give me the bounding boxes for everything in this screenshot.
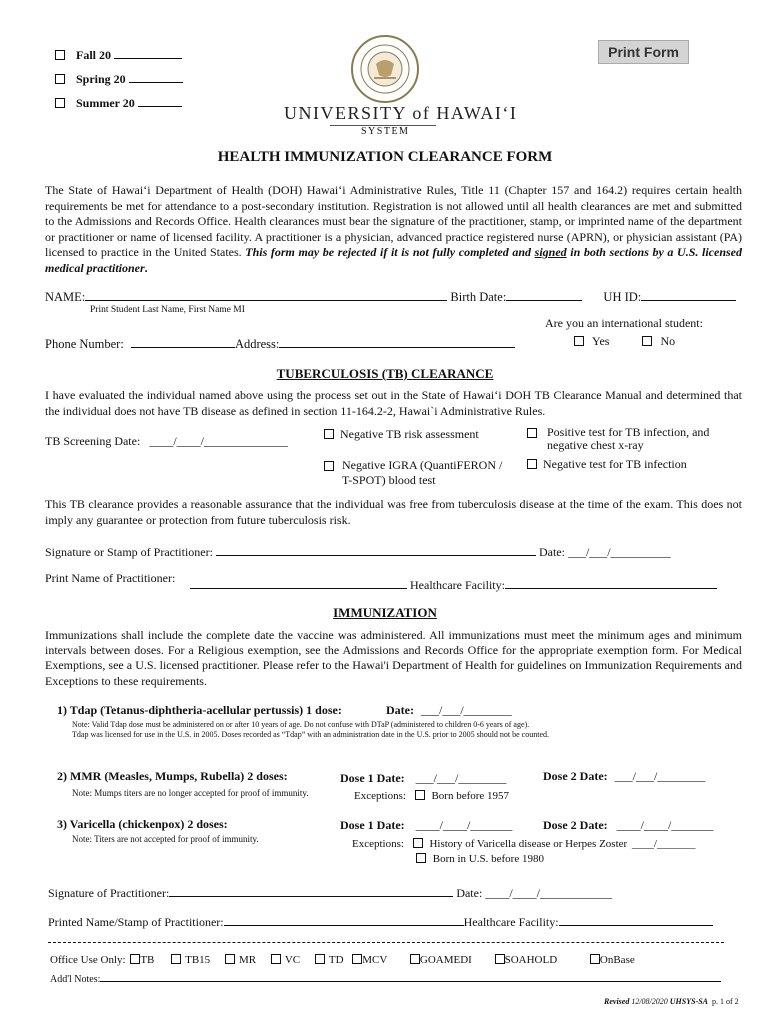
mmr-dose1-label: Dose 1 Date: [340, 771, 405, 785]
imm-print-label: Printed Name/Stamp of Practitioner: [48, 915, 224, 929]
tb-print-name-field[interactable] [190, 576, 407, 589]
mmr-dose1-row [340, 771, 506, 786]
mmr-dose2-label: Dose 2 Date: [543, 769, 608, 783]
international-question: Are you an international student: [545, 316, 703, 330]
term-label: Spring 20 [76, 72, 126, 86]
name-row [45, 288, 736, 305]
address-field[interactable] [279, 335, 515, 348]
tdap-note-1: Note: Valid Tdap dose must be administered on or after 10 years of age. Do not confuse with DTaP (administered to children 0-6 years of age). [72, 720, 530, 729]
born-1957-label: Born before 1957 [431, 790, 510, 802]
tdap-note-2: Tdap was licensed for use in the U.S. in 2005. Doses recorded as “Tdap” with an administration date in the U.S. prior to 2005 should not be counted. [72, 730, 550, 739]
exceptions-label: Exceptions: [352, 838, 404, 850]
var-dose1-label: Dose 1 Date: [340, 818, 405, 832]
warning-period: . [144, 260, 148, 275]
warning-text: This form may be rejected if it is not fully completed and [245, 245, 535, 259]
var-exceptions-row [352, 838, 695, 850]
imm-signature-row [48, 884, 612, 901]
term-fall [55, 46, 182, 63]
varicella-history-label: History of Varicella disease or Herpes Zoster [429, 838, 628, 850]
tb-signature-field[interactable] [216, 543, 536, 556]
varicella-label: 3) Varicella (chickenpox) 2 doses: [57, 817, 228, 831]
option-label: Negative IGRA (QuantiFERON / T-SPOT) blood test [342, 458, 503, 487]
born-1957-checkbox[interactable] [415, 790, 425, 800]
tb-option-positive-test [527, 426, 727, 452]
tb-facility-label: Healthcare Facility: [410, 578, 505, 592]
tb-facility-row [190, 576, 717, 593]
var-dose1-row [340, 818, 512, 833]
negative-risk-checkbox[interactable] [324, 429, 334, 439]
born-1980-row [416, 853, 544, 865]
notes-field[interactable] [100, 972, 721, 982]
imm-facility-label: Healthcare Facility: [463, 915, 559, 929]
var-dose2-row [543, 818, 713, 833]
term-spring [55, 70, 183, 87]
office-vc-checkbox[interactable] [271, 954, 281, 964]
intl-yes-checkbox[interactable] [574, 336, 584, 346]
tb-print-name-label: Print Name of Practitioner: [45, 571, 176, 585]
office-code: TB15 [185, 954, 211, 966]
tb-screening-date-field[interactable]: ____/____/______________ [149, 434, 288, 448]
option-label: Negative test for TB infection [543, 457, 687, 471]
international-options [574, 334, 675, 349]
tb-option-igra [324, 458, 514, 488]
university-seal-icon [350, 34, 420, 104]
tb-option-negative-test [527, 457, 687, 472]
uh-id-label: UH ID: [603, 290, 642, 304]
varicella-history-date-field[interactable]: ____/_______ [631, 838, 696, 850]
imm-print-row [48, 913, 713, 930]
intro-text: The State of Hawai‘i Department of Health (DOH) Hawai‘i Administrative Rules, Title 11 (Chapter 157 and 164.2) requires certain health requirements be met for attendance to a post-secondary institution. Registration is not allowed until all health clearances are met and submitted to the Admissions and Records Office. Health clearances must bear the signature of the practitioner, stamp, or imprinted name of the department or practitioner or name of licensed facility. A practitioner is a physician, advanced practice registered nurse (APRN), or physician assistant (PA) licensed to practice in the United States. [45, 183, 742, 259]
fall-year-field[interactable] [114, 46, 182, 59]
office-code: TB [140, 954, 155, 966]
office-code: MCV [362, 954, 388, 966]
term-label: Fall 20 [76, 48, 111, 62]
var-dose1-field[interactable]: ____/____/_______ [415, 818, 513, 832]
born-1980-label: Born in U.S. before 1980 [432, 853, 544, 865]
immunization-heading: IMMUNIZATION [333, 605, 437, 620]
mmr-dose2-field[interactable]: ___/___/________ [614, 769, 706, 783]
tb-facility-field[interactable] [505, 576, 717, 589]
summer-year-field[interactable] [138, 94, 182, 107]
yes-label: Yes [592, 334, 610, 348]
intl-no-checkbox[interactable] [642, 336, 652, 346]
warning-signed: signed [534, 245, 567, 259]
name-label: NAME: [45, 290, 86, 304]
notes-label: Add'l Notes: [50, 974, 101, 985]
varicella-history-checkbox[interactable] [413, 838, 423, 848]
tdap-date-label: Date: [386, 703, 414, 717]
form-code: UHSYS-SA [669, 997, 709, 1006]
immunization-intro: Immunizations shall include the complete date the vaccine was administered. All immunizations must meet the minimum ages and minimum intervals between doses. For a Religious exemption, see the Admissions and Records Office for the appropriate exemption form. For Medical Exemptions, see a U.S. licensed practitioner. Please refer to the Hawai'i Department of Health for guidelines on Immunization Requirements and Exceptions to these requirements. [45, 628, 742, 688]
spring-checkbox[interactable] [55, 74, 65, 84]
office-mr-checkbox[interactable] [225, 954, 235, 964]
tdap-date-row [386, 703, 512, 718]
office-code: MR [238, 954, 257, 966]
revised-date: 12/08/2020 [631, 997, 668, 1006]
office-soahold-checkbox[interactable] [495, 954, 505, 964]
notes-row [50, 972, 721, 985]
fall-checkbox[interactable] [55, 50, 65, 60]
var-dose2-label: Dose 2 Date: [543, 818, 608, 832]
phone-field[interactable] [131, 335, 235, 348]
uh-id-field[interactable] [641, 288, 736, 301]
tb-signature-row [45, 543, 671, 560]
office-divider [48, 942, 724, 943]
birth-date-field[interactable] [506, 288, 582, 301]
igra-checkbox[interactable] [324, 461, 334, 471]
tb-signature-label: Signature or Stamp of Practitioner: [45, 545, 213, 559]
office-code: GOAMEDI [419, 954, 472, 966]
print-form-button[interactable]: Print Form [598, 40, 689, 64]
tdap-date-field[interactable]: ___/___/________ [420, 703, 512, 717]
office-tb15-checkbox[interactable] [171, 954, 181, 964]
revised-label: Revised [604, 997, 630, 1006]
spring-year-field[interactable] [129, 70, 183, 83]
office-code: OnBase [599, 954, 635, 966]
imm-signature-label: Signature of Practitioner: [48, 886, 170, 900]
imm-print-field[interactable] [224, 913, 464, 926]
tdap-label: 1) Tdap (Tetanus-diphtheria-acellular pertussis) 1 dose: [57, 703, 342, 717]
mmr-dose2-row [543, 769, 705, 784]
positive-test-checkbox[interactable] [527, 428, 537, 438]
system-label: SYSTEM [361, 126, 410, 137]
tb-disclaimer: This TB clearance provides a reasonable assurance that the individual was free from tuberculosis disease at the time of the exam. This does not imply any guarantee or protection from future tuberculosis risk. [45, 497, 742, 527]
office-tb-checkbox[interactable] [130, 954, 140, 964]
no-label: No [660, 334, 676, 348]
tb-print-name-row [45, 571, 175, 586]
tb-date-label: Date: [538, 545, 565, 559]
summer-checkbox[interactable] [55, 98, 65, 108]
office-mcv-checkbox[interactable] [352, 954, 362, 964]
imm-signature-field[interactable] [169, 884, 453, 897]
imm-date-field[interactable]: ____/____/____________ [485, 886, 612, 900]
mmr-dose1-field[interactable]: ___/___/________ [415, 771, 507, 785]
imm-date-label: Date: [456, 886, 483, 900]
tb-option-negative-risk [324, 427, 479, 442]
option-label: Negative TB risk assessment [340, 427, 479, 441]
mmr-exceptions-row [354, 790, 509, 802]
tb-screening-label: TB Screening Date: [45, 434, 141, 448]
office-onbase-checkbox[interactable] [590, 954, 600, 964]
option-label: Positive test for TB infection, and negative chest x-ray [547, 425, 710, 452]
varicella-note: Note: Titers are not accepted for proof of immunity. [72, 834, 259, 844]
university-wordmark: UNIVERSITY of HAWAI‘I [284, 103, 518, 123]
tb-date-field[interactable]: ___/___/__________ [567, 545, 671, 559]
tb-heading: TUBERCULOSIS (TB) CLEARANCE [276, 366, 494, 381]
address-label: Address: [234, 337, 280, 351]
office-use-label: Office Use Only: [50, 954, 126, 966]
name-field[interactable] [85, 288, 447, 301]
footer-revision [604, 997, 739, 1006]
phone-row [45, 335, 515, 352]
imm-facility-field[interactable] [559, 913, 713, 926]
negative-test-checkbox[interactable] [527, 459, 537, 469]
mmr-label: 2) MMR (Measles, Mumps, Rubella) 2 doses: [57, 769, 288, 783]
term-summer [55, 94, 182, 111]
tb-statement: I have evaluated the individual named above using the process set out in the State of Hawai‘i DOH TB Clearance Manual and determined that the individual does not have TB disease as defined in section 11-164.2-2, Hawai`i Administrative Rules. [45, 388, 742, 418]
name-hint: Print Student Last Name, First Name MI [90, 305, 245, 315]
exceptions-label: Exceptions: [354, 790, 406, 802]
var-dose2-field[interactable]: ____/____/_______ [616, 818, 714, 832]
office-use-row [50, 954, 635, 966]
warning-text-end: in both sections by a U.S. licensed medical practitioner [45, 245, 743, 275]
phone-label: Phone Number: [45, 337, 124, 351]
office-code: TD [328, 954, 344, 966]
birth-date-label: Birth Date: [450, 290, 507, 304]
term-label: Summer 20 [76, 96, 135, 110]
office-goamedi-checkbox[interactable] [410, 954, 420, 964]
intro-paragraph [45, 183, 742, 276]
office-code: SOAHOLD [504, 954, 558, 966]
born-1980-checkbox[interactable] [416, 853, 426, 863]
tb-screening-row [45, 434, 288, 449]
office-td-checkbox[interactable] [315, 954, 325, 964]
page-number: p. 1 of 2 [712, 997, 739, 1006]
mmr-note: Note: Mumps titers are no longer accepted for proof of immunity. [72, 788, 309, 798]
form-title: HEALTH IMMUNIZATION CLEARANCE FORM [217, 149, 553, 165]
office-code: VC [284, 954, 301, 966]
